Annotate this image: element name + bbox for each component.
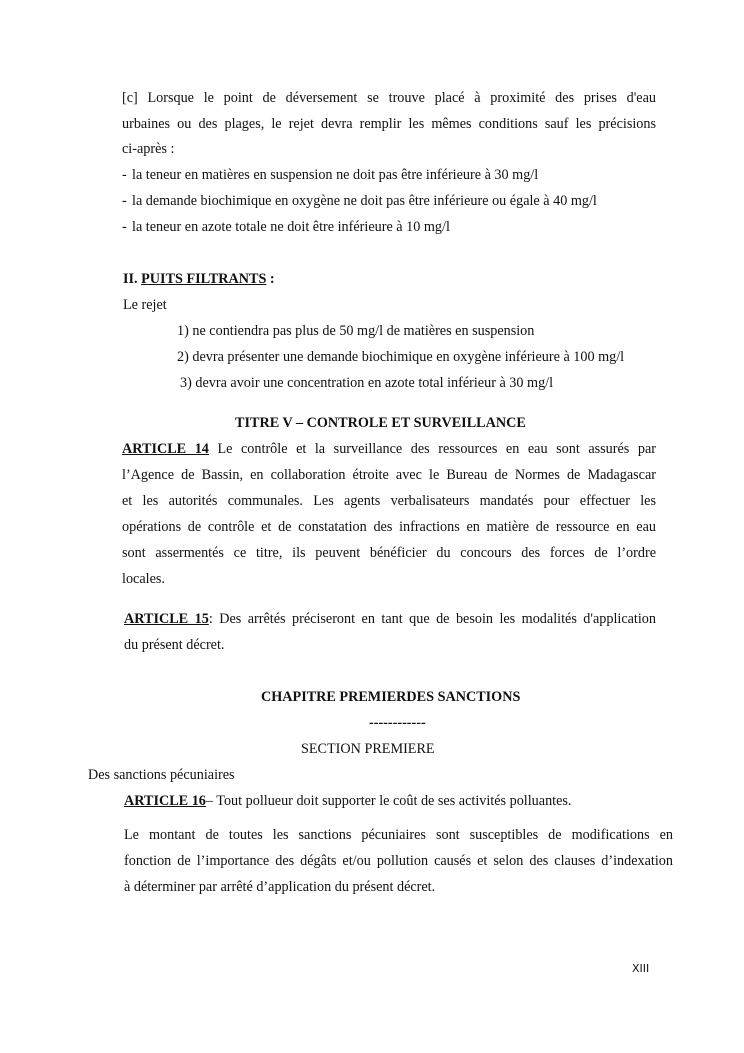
article15-line-2: du présent décret. [124, 637, 225, 653]
page-number: XIII [632, 962, 650, 975]
montant-line-2: fonction de l’importance des dégâts et/ou pollution causés et selon des clauses d’indexation [124, 853, 673, 869]
section-colon: : [269, 271, 275, 287]
list-dash: - [122, 219, 127, 235]
section-subtitle: Des sanctions pécuniaires [88, 767, 235, 783]
article15-line-1 [124, 610, 656, 628]
list-dash: - [122, 167, 127, 183]
section-heading-puits [123, 270, 275, 288]
article14-line-6: locales. [122, 571, 165, 587]
puits-item-2: 2) devra présenter une demande biochimique en oxygène inférieure à 100 mg/l [177, 349, 625, 365]
section-heading: SECTION PREMIERE [301, 741, 435, 757]
article14-line-2: l’Agence de Bassin, en collaboration étroite avec le Bureau de Normes de Madagascar [122, 467, 656, 483]
section-title: PUITS FILTRANTS [141, 271, 267, 287]
puits-intro: Le rejet [123, 297, 167, 313]
montant-line-3: à déterminer par arrêté d’application du présent décret. [124, 879, 436, 895]
para-c-line-1: [c] Lorsque le point de déversement se trouve placé à proximité des prises d'eau [122, 90, 656, 106]
list-item [122, 192, 597, 210]
list-item [122, 166, 538, 184]
para-c-line-2: urbaines ou des plages, le rejet devra remplir les mêmes conditions sauf les précisions [122, 116, 656, 132]
titre-v-heading: TITRE V – CONTROLE ET SURVEILLANCE [235, 415, 526, 431]
separator: ------------ [369, 715, 426, 731]
article14-line-5: sont assermentés ce titre, ils peuvent bénéficier du concours des forces de l’ordre [122, 545, 656, 561]
article16-line [124, 792, 571, 810]
article16-label: ARTICLE 16 [124, 793, 206, 809]
chapitre-heading: CHAPITRE PREMIERDES SANCTIONS [261, 689, 521, 705]
list-item-text: la demande biochimique en oxygène ne doit pas être inférieure ou égale à 40 mg/l [132, 193, 597, 209]
article16-text: – Tout pollueur doit supporter le coût de ses activités polluantes. [205, 793, 572, 809]
article15-text: : Des arrêtés préciseront en tant que de besoin les modalités d'application [208, 611, 656, 627]
list-item [122, 218, 450, 236]
section-number: II. [123, 271, 138, 287]
article15-label: ARTICLE 15 [124, 611, 209, 627]
list-dash: - [122, 193, 127, 209]
puits-item-1: 1) ne contiendra pas plus de 50 mg/l de matières en suspension [177, 323, 535, 339]
article14-line-1 [122, 440, 656, 458]
article14-label: ARTICLE 14 [122, 441, 209, 457]
article14-line-4: opérations de contrôle et de constatation des infractions en matière de ressource en eau [122, 519, 656, 535]
montant-line-1: Le montant de toutes les sanctions pécuniaires sont susceptibles de modifications en [124, 827, 673, 843]
article14-text: Le contrôle et la surveillance des ressources en eau sont assurés par [217, 441, 657, 457]
article14-line-3: et les autorités communales. Les agents verbalisateurs mandatés pour effectuer les [122, 493, 656, 509]
list-item-text: la teneur en azote totale ne doit être inférieure à 10 mg/l [132, 219, 450, 235]
list-item-text: la teneur en matières en suspension ne doit pas être inférieure à 30 mg/l [132, 167, 539, 183]
para-c-line-3: ci-après : [122, 141, 175, 157]
puits-item-3: 3) devra avoir une concentration en azote total inférieur à 30 mg/l [180, 375, 554, 391]
